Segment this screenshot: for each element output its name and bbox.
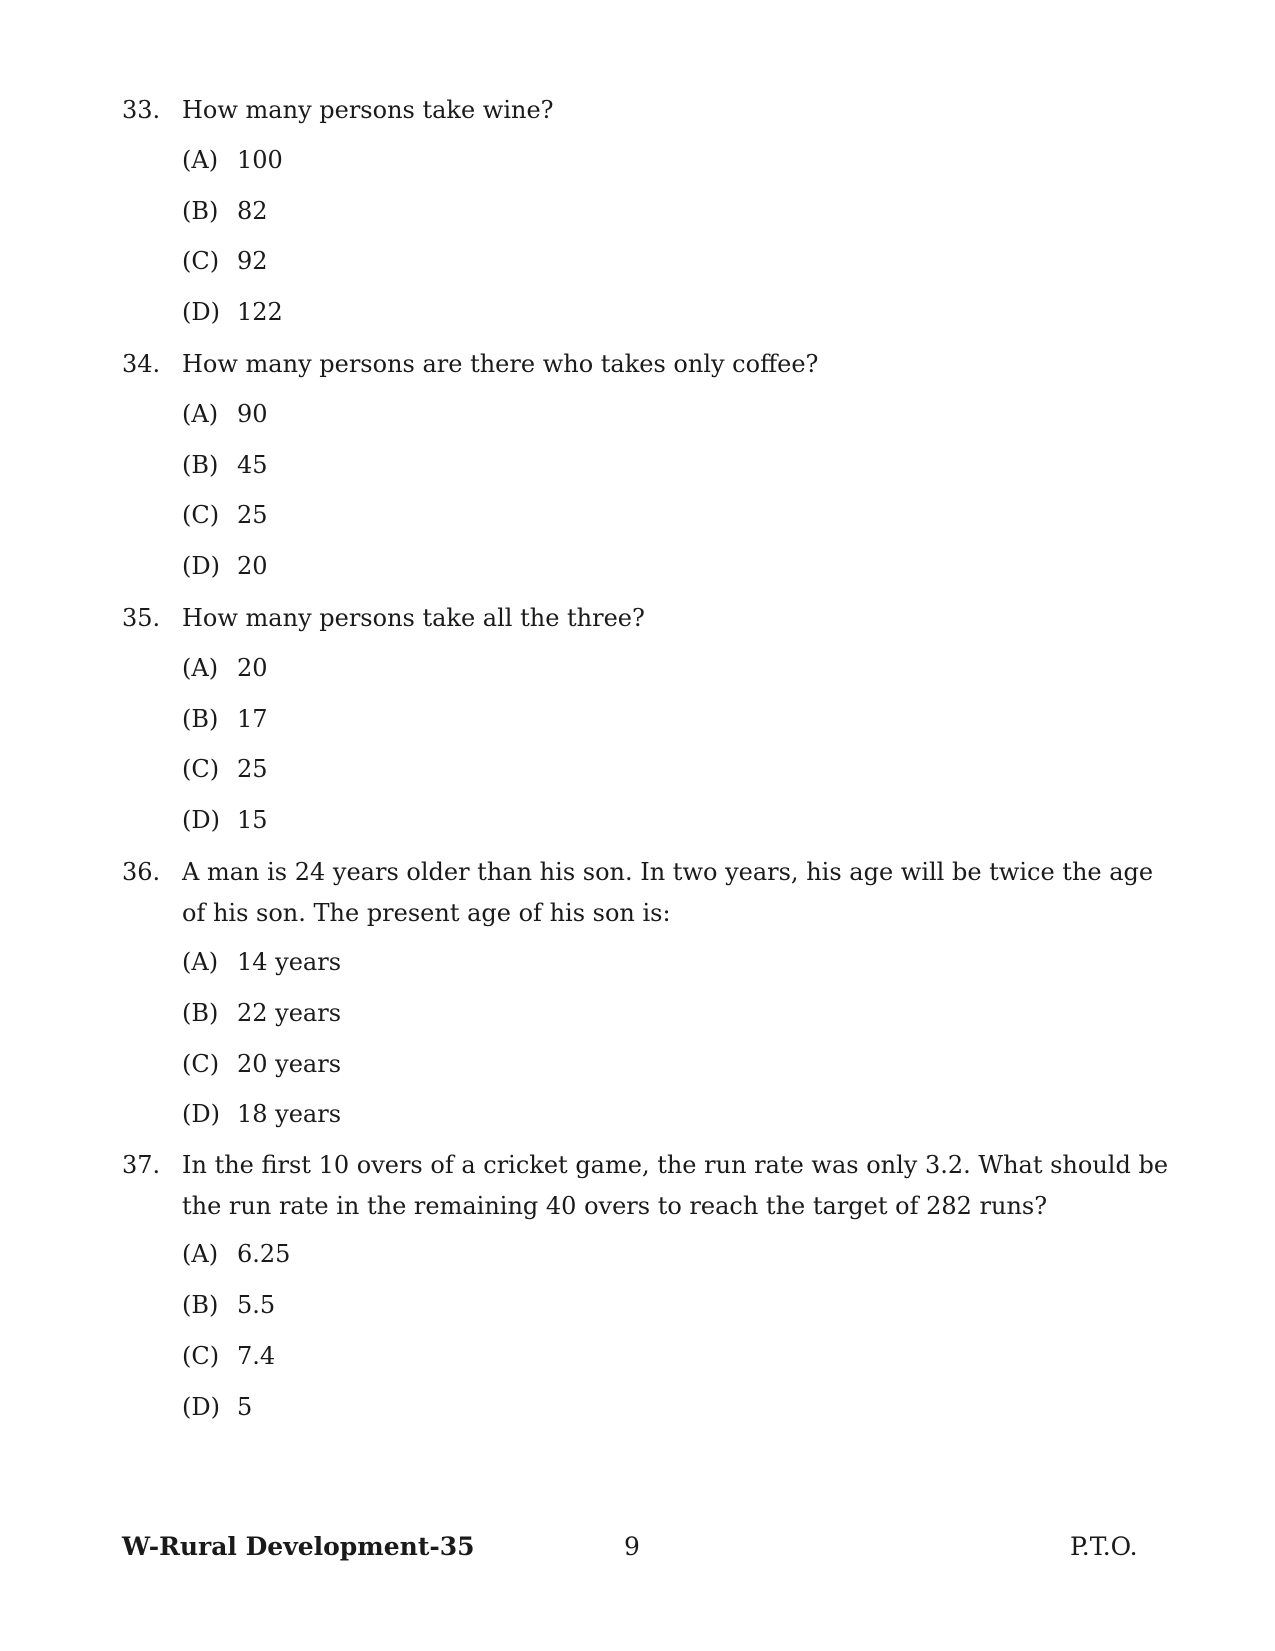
option-label: (D)	[182, 1393, 220, 1421]
option-b	[182, 196, 268, 226]
question-text: A man is 24 years older than his son. In two years, his age will be twice the age of his son. The present age of his son is:	[182, 858, 1154, 927]
option-value: 122	[237, 298, 283, 326]
question-number: 33.	[122, 96, 161, 124]
option-label: (B)	[182, 197, 219, 225]
option-label: (C)	[182, 247, 220, 275]
option-value: 22 years	[237, 999, 342, 1027]
option-value: 92	[237, 247, 268, 275]
option-d	[182, 805, 268, 835]
question-text: In the first 10 overs of a cricket game, the run rate was only 3.2. What should be the run rate in the remaining 40 overs to reach the target of 282 runs?	[182, 1151, 1169, 1220]
pto-marker: P.T.O.	[1070, 1532, 1138, 1561]
option-b	[182, 998, 341, 1028]
option-label: (B)	[182, 999, 219, 1027]
option-label: (B)	[182, 451, 219, 479]
option-a	[182, 145, 283, 175]
question-number: 35.	[122, 604, 161, 632]
option-c	[182, 1341, 275, 1371]
option-label: (A)	[182, 948, 219, 976]
option-value: 5.5	[237, 1291, 276, 1319]
option-c	[182, 246, 268, 276]
option-value: 18 years	[237, 1100, 342, 1128]
option-value: 17	[237, 705, 268, 733]
paper-code: W-Rural Development-35	[122, 1532, 475, 1561]
option-label: (B)	[182, 1291, 219, 1319]
option-label: (D)	[182, 298, 220, 326]
option-c	[182, 754, 268, 784]
option-value: 25	[237, 501, 268, 529]
option-label: (D)	[182, 552, 220, 580]
question-number: 34.	[122, 350, 161, 378]
option-value: 6.25	[237, 1240, 291, 1268]
option-label: (A)	[182, 146, 219, 174]
option-a	[182, 1239, 290, 1269]
option-c	[182, 1049, 341, 1079]
option-value: 90	[237, 400, 268, 428]
question-text: How many persons take wine?	[182, 96, 554, 124]
option-b	[182, 1290, 275, 1320]
option-label: (C)	[182, 1050, 220, 1078]
option-c	[182, 500, 268, 530]
option-label: (A)	[182, 654, 219, 682]
option-label: (A)	[182, 400, 219, 428]
option-value: 100	[237, 146, 283, 174]
option-d	[182, 551, 268, 581]
option-b	[182, 704, 268, 734]
page-number: 9	[624, 1532, 640, 1561]
option-value: 5	[237, 1393, 253, 1421]
option-value: 7.4	[237, 1342, 276, 1370]
question-number: 36.	[122, 858, 161, 886]
option-label: (C)	[182, 1342, 220, 1370]
option-value: 20	[237, 654, 268, 682]
option-value: 20	[237, 552, 268, 580]
option-d	[182, 1392, 252, 1422]
option-value: 82	[237, 197, 268, 225]
option-value: 45	[237, 451, 268, 479]
option-a	[182, 399, 268, 429]
option-value: 14 years	[237, 948, 342, 976]
option-label: (C)	[182, 501, 220, 529]
option-label: (B)	[182, 705, 219, 733]
option-value: 15	[237, 806, 268, 834]
option-value: 25	[237, 755, 268, 783]
option-d	[182, 297, 283, 327]
option-d	[182, 1099, 341, 1129]
option-b	[182, 450, 268, 480]
question-text: How many persons are there who takes only coffee?	[182, 350, 819, 378]
option-label: (D)	[182, 806, 220, 834]
option-label: (D)	[182, 1100, 220, 1128]
option-label: (A)	[182, 1240, 219, 1268]
option-value: 20 years	[237, 1050, 342, 1078]
option-a	[182, 653, 268, 683]
option-a	[182, 947, 341, 977]
question-text: How many persons take all the three?	[182, 604, 645, 632]
question-number: 37.	[122, 1151, 161, 1179]
option-label: (C)	[182, 755, 220, 783]
